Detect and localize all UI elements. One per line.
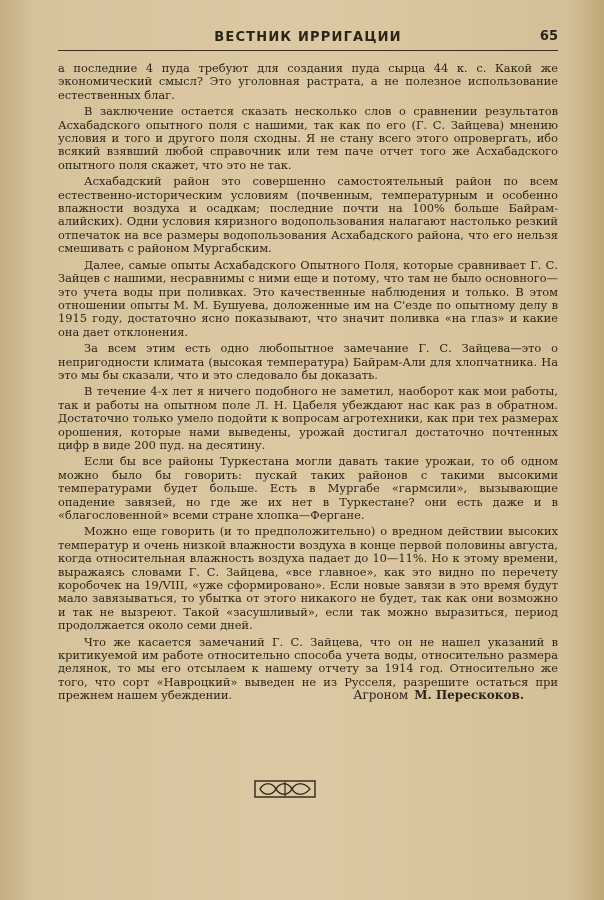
author-name: М. Перескоков. xyxy=(414,688,524,702)
paragraph: За всем этим есть одно любопытное замечание Г. С. Зайцева—это о непригодности климата (высокая температура) Байрам-Али для хлопчатника. На это мы бы сказали, что и это следовало бы доказать. xyxy=(58,341,558,382)
author-signature xyxy=(353,688,524,702)
double-knot-ornament-icon xyxy=(254,780,316,798)
paragraph: а последние 4 пуда требуют для создания пуда сырца 44 к. с. Какой же экономический смысл? Это уголовная растрата, а не полезное использование естественных благ. xyxy=(58,61,558,102)
author-role: Агроном xyxy=(353,688,409,702)
page-number: 65 xyxy=(539,29,558,44)
paragraph: Если бы все районы Туркестана могли давать такие урожаи, то об одном можно было бы говорить: пускай таких районов с такими высокими температурами будет больше. Есть в Мургабе «гармсили», вызывающие опадение завязей, но где же их нет в Туркестане? они есть даже и в «благословенной» всеми стране хлопка—Фергане. xyxy=(58,454,558,522)
paragraph: Можно еще говорить (и то предположительно) о вредном действии высоких температур и очень низкой влажности воздуха в конце первой половины августа, когда относительная влажность воздуха падает до 10—11%. Но к этому времени, выражаясь словами Г. С. Зайцева, «все главное», как это видно по перечету коробочек на 19/VIII, «уже сформировано». Если новые завязи в это время будут мало завязываться, то убытка от этого никакого не будет, так как они возможно и так не вызреют. Такой «засушливый», если так можно выразиться, период продолжается около семи дней. xyxy=(58,524,558,633)
paragraph: В течение 4-х лет я ничего подобного не заметил, наоборот как мои работы, так и работы на опытном поле Л. Н. Цабеля убеждают нас как раз в обратном. Достаточно только умело подойти к вопросам агротехники, как при тех размерах орошения, которые нами выведены, урожай достигал достаточно почтенных цифр в виде 200 пуд. на десятину. xyxy=(58,384,558,452)
paragraph: Что же касается замечаний Г. С. Зайцева, что он не нашел указаний в критикуемой им работе относительно способа учета воды, относительно размера делянок, то мы его отсылаем к нашему отчету за 1914 год. Относительно же того, что сорт «Навроцкий» выведен не из Русселя, разрешите остаться при прежнем нашем убеждении. xyxy=(58,634,558,703)
paragraph: В заключение остается сказать несколько слов о сравнении результатов Асхабадского опытного поля с нашими, так как по его (Г. С. Зайцева) мнению условия и того и другого поля сходны. Я не стану всего этого опровергать, ибо всякий взявший любой справочник или тем паче отчет того же Асхабадского опытного поля скажет, что это не так. xyxy=(58,104,558,172)
running-header xyxy=(58,26,558,51)
article-body xyxy=(58,62,558,706)
journal-title: ВЕСТНИК ИРРИГАЦИИ xyxy=(214,30,402,45)
paragraph: Далее, самые опыты Асхабадского Опытного Поля, которые сравнивает Г. С. Зайцев с нашими, несравнимы с ними еще и потому, что там не было основного—это учета воды при поливках. Это качественные наблюдения и только. В этом отношении опыты М. М. Бушуева, доложенные им на С'езде по опытному делу в 1915 году, достаточно ясно показывают, что значит поливка «на глаз» и какие она дает отклонения. xyxy=(58,257,558,339)
paragraph: Асхабадский район это совершенно самостоятельный район по всем естественно-историческим условиям (почвенным, температурным и особенно влажности воздуха и осадкам; последние почти на 100% больше Байрам-алийских). Одни условия кяризного водопользования налагают настолько резкий отпечаток на все размеры водопользования Асхабадского района, что его нельзя смешивать с районом Мургабским. xyxy=(58,174,558,256)
